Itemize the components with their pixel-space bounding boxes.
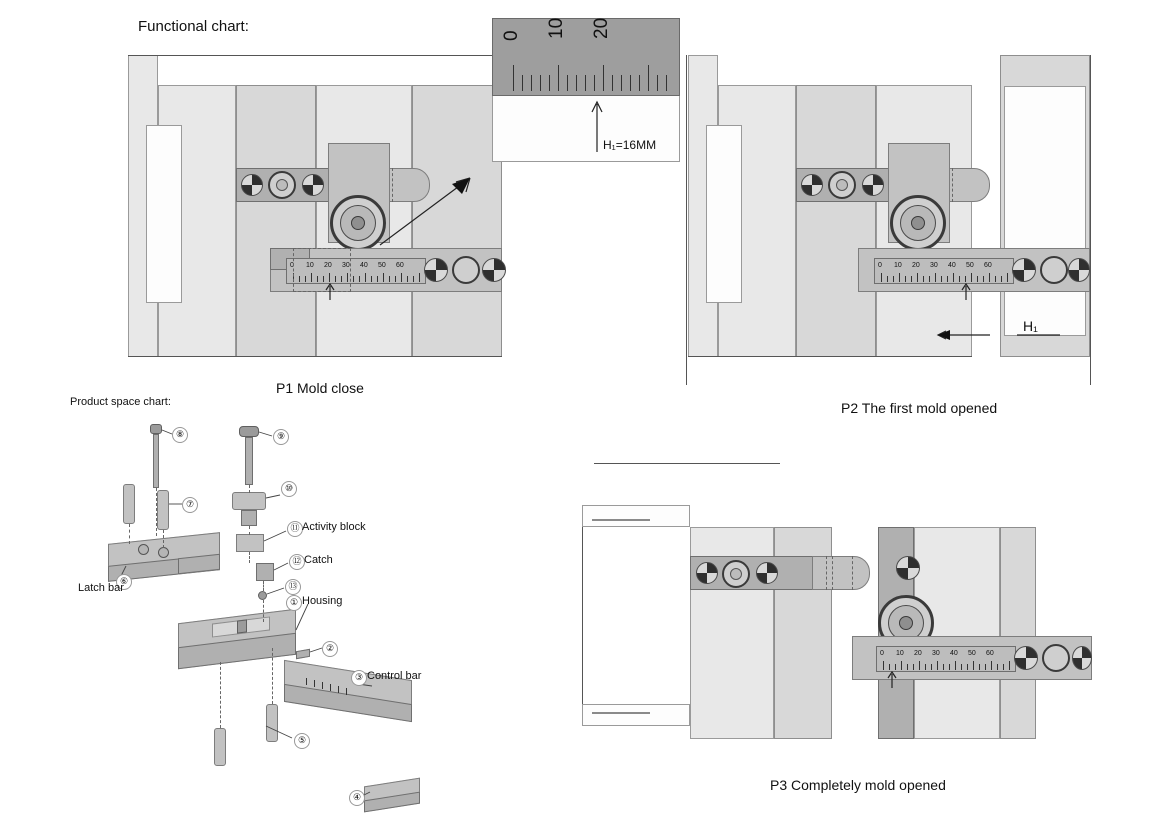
p3-ruler-num-2: 20: [914, 650, 922, 657]
detail-dimension-label: H₁=16MM: [603, 138, 657, 152]
p2-ruler-num-0: 0: [878, 262, 882, 269]
p1-ruler-num-3: 30: [342, 262, 350, 269]
p2-dimension-label: H₁: [1023, 318, 1038, 334]
p2-ruler-num-2: 20: [912, 262, 920, 269]
detail-scale-num-10: 10: [546, 17, 567, 39]
p2-ruler-num-6: 60: [984, 262, 992, 269]
p1-ruler-num-5: 50: [378, 262, 386, 269]
caption-p2: P2 The first mold opened: [841, 400, 998, 416]
caption-p1: P1 Mold close: [276, 380, 364, 396]
p3-ruler-num-5: 50: [968, 650, 976, 657]
part-label-activity-block: Activity block: [302, 521, 366, 533]
part-label-catch: Catch: [304, 554, 333, 566]
p2-ruler-num-1: 10: [894, 262, 902, 269]
p2-ruler-num-5: 50: [966, 262, 974, 269]
p3-ruler-num-1: 10: [896, 650, 904, 657]
callout-1: ①: [286, 595, 302, 611]
callout-10: ⑩: [281, 481, 297, 497]
callout-12: ⑫: [289, 554, 305, 570]
part-label-housing: Housing: [302, 595, 343, 607]
p1-ruler-num-4: 40: [360, 262, 368, 269]
p3-ruler-num-4: 40: [950, 650, 958, 657]
page-title-product-space-chart: Product space chart:: [70, 396, 171, 408]
callout-4: ④: [349, 790, 365, 806]
callout-3: ③: [351, 670, 367, 686]
page-title-functional-chart: Functional chart:: [138, 18, 249, 35]
callout-8: ⑧: [172, 427, 188, 443]
p1-ruler-num-2: 20: [324, 262, 332, 269]
p1-ruler-num-0: 0: [290, 262, 294, 269]
callout-7: ⑦: [182, 497, 198, 513]
p1-ruler-num-1: 10: [306, 262, 314, 269]
callout-13: ⑬: [285, 579, 301, 595]
p2-ruler-num-4: 40: [948, 262, 956, 269]
p3-ruler-num-0: 0: [880, 650, 884, 657]
callout-6: ⑥: [116, 574, 132, 590]
callout-5: ⑤: [294, 733, 310, 749]
callout-9: ⑨: [273, 429, 289, 445]
p2-ruler-num-3: 30: [930, 262, 938, 269]
detail-scale-num-20: 20: [591, 17, 612, 39]
caption-p3: P3 Completely mold opened: [770, 777, 946, 793]
p3-ruler-num-3: 30: [932, 650, 940, 657]
callout-2: ②: [322, 641, 338, 657]
callout-11: ⑪: [287, 521, 303, 537]
p1-ruler-num-6: 60: [396, 262, 404, 269]
part-label-latch-bar: Latch bar: [78, 582, 124, 594]
p3-ruler-num-6: 60: [986, 650, 994, 657]
part-label-control-bar: Control bar: [367, 670, 422, 682]
detail-scale-num-0: 0: [501, 30, 522, 41]
